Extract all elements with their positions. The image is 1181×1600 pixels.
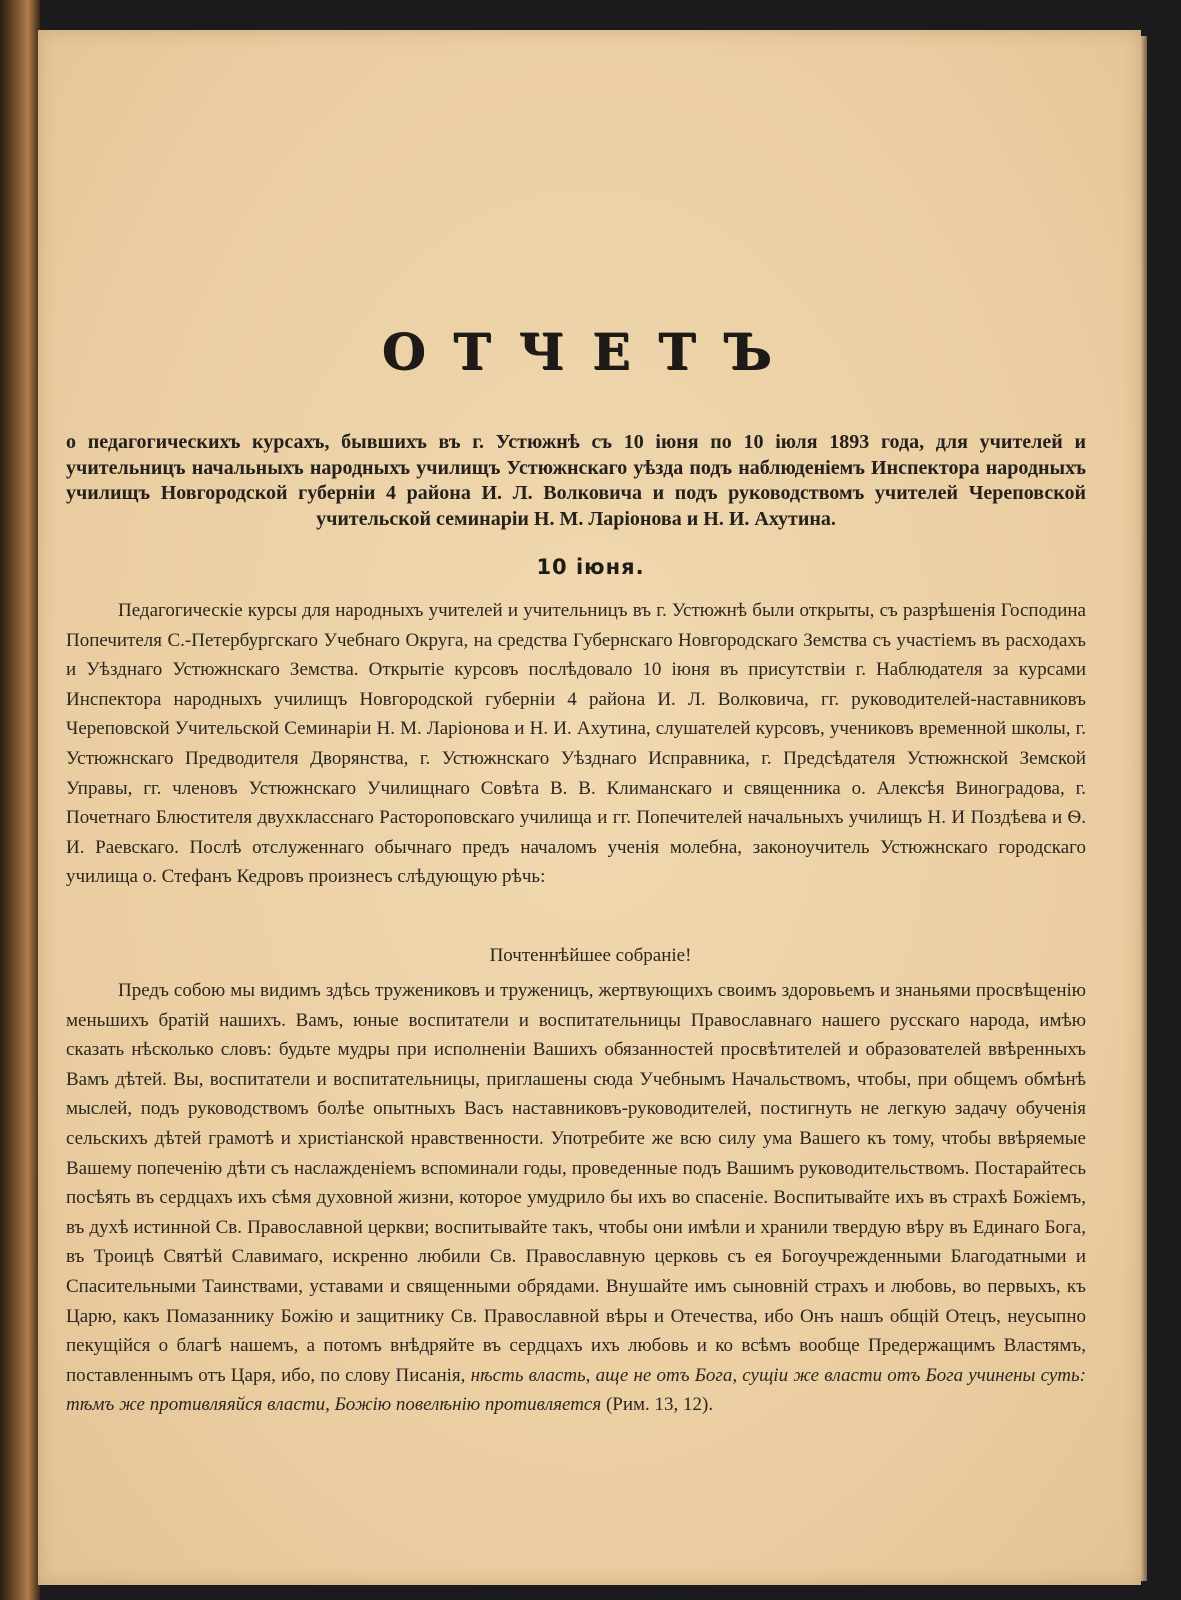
document-title: ОТЧЕТЪ <box>381 322 800 381</box>
paragraph-opening: Педагогическіе курсы для народныхъ учителей и учительницъ въ г. Устюжнѣ были открыты, съ разрѣшенія Господина Попечителя С.-Петербургскаго Учебнаго Округа, на средства Губернскаго Новгородскаго Земства съ участіемъ въ расходахъ и Уѣзднаго Устюжнскаго Земства. Открытіе курсовъ послѣдовало 10 іюня въ присутствіи г. Наблюдателя за курсами Инспектора народныхъ училищъ Новгородской губерніи 4 района И. Л. Волковича, гг. руководителей-наставниковъ Череповской Учительской Семинаріи Н. М. Ларіонова и Н. И. Ахутина, слушателей курсовъ, учениковъ временной школы, г. Устюжнскаго Предводителя Дворянства, г. Устюжнскаго Уѣзднаго Исправника, г. Предсѣдателя Устюжнской Земской Управы, гг. членовъ Устюжнскаго Училищнаго Совѣта В. В. Климанскаго и священника о. Алексѣя Виноградова, г. Почетнаго Блюстителя двухкласснаго Растороповскаго училища и гг. Попечителей начальныхъ училищъ Н. И Поздѣева и Ѳ. И. Раевскаго. Послѣ отслуженнаго обычнаго предъ началомъ ученія молебна, законоучитель Устюжнскаго городскаго училища о. Стефанъ Кедровъ произнесъ слѣдующую рѣчь: <box>66 600 1086 888</box>
scripture-quote: нѣсть власть, аще не отъ Бога, сущіи же власти отъ Бога учинены суть: тѣмъ же противляяйся власти, Божію повелѣнію противляется <box>66 1364 1086 1416</box>
document-subtitle: о педагогическихъ курсахъ, бывшихъ въ г. Устюжнѣ съ 10 іюня по 10 іюля 1893 года, для учителей и учительницъ начальныхъ народныхъ училищъ Устюжнскаго уѣзда подъ наблюденіемъ Инспектора народныхъ училищъ Новгородской губерніи 4 района И. Л. Волковича и подъ руководствомъ учителей Череповской учительской семинаріи Н. М. Ларіонова и Н. И. Ахутина. <box>66 431 1086 530</box>
scripture-citation: (Рим. 13, 12). <box>601 1394 714 1416</box>
speech-text: Предъ собою мы видимъ здѣсь тружениковъ и труженицъ, жертвующихъ своимъ здоровьемъ и знаньями просвѣщенію меньшихъ братій нашихъ. Вамъ, юные воспитатели и воспитательницы Православнаго нашего русскаго народа, имѣю сказать нѣсколько словъ: будьте мудры при исполненіи Вашихъ обязанностей просвѣтителей и образователей ввѣренныхъ Вамъ дѣтей. Вы, воспитатели и воспитательницы, приглашены сюда Учебнымъ Начальствомъ, чтобы, при общемъ обмѣнѣ мыслей, подъ руководствомъ болѣе опытныхъ Васъ наставниковъ-руководителей, постигнуть не легкую задачу обученія сельскихъ дѣтей грамотѣ и христіанской нравственности. Употребите же всю силу ума Вашего къ тому, чтобы ввѣряемые Вашему попеченію дѣти съ наслажденіемъ вспоминали годы, проведенные подъ Вашимъ руководительствомъ. Постарайтесь посѣять въ сердцахъ ихъ сѣмя духовной жизни, которое умудрило бы ихъ во спасеніе. Воспитывайте ихъ въ страхѣ Божіемъ, въ духѣ истинной Св. Православной церкви; воспитывайте такъ, чтобы они имѣли и хранили твердую вѣру въ Единаго Бога, въ Троицѣ Святѣй Славимаго, искренно любили Св. Православную церковь съ ея Богоучрежденными Благодатными и Спасительными Таинствами, уставами и священными обрядами. Внушайте имъ сыновній страхъ и любовь, во первыхъ, къ Царю, какъ Помазаннику Божію и защитнику Св. Православной вѣры и Отечества, ибо Онъ нашъ общій Отецъ, неусыпно пекущійся о благѣ нашемъ, а потомъ внѣдряйте въ сердцахъ ихъ любовь и ко всѣмъ вообще Предержащимъ Властямъ, поставленнымъ отъ Царя, ибо, по слову Писанія, <box>66 980 1086 1386</box>
book-spine-shadow <box>0 0 40 1600</box>
page-edge <box>1141 36 1147 1581</box>
date-heading: 10 іюня. <box>536 555 645 579</box>
paragraph-speech <box>66 976 1086 1420</box>
speech-salutation: Почтеннѣйшее собраніе! <box>489 945 692 966</box>
